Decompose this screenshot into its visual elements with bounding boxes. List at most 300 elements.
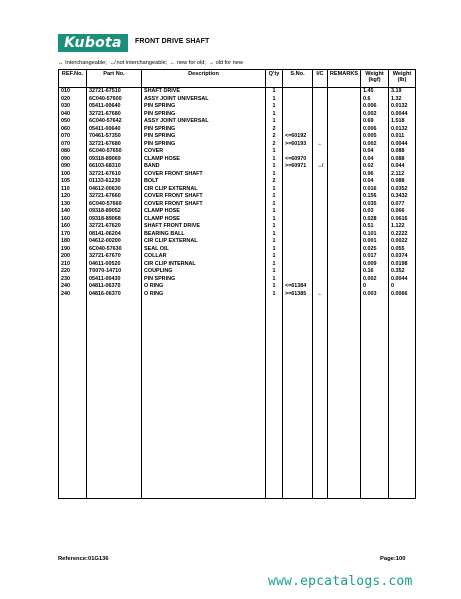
cell-remarks [328, 223, 361, 231]
table-row [59, 163, 416, 171]
col-header-qty: Q'ty [266, 70, 283, 88]
col-header-ref-no: REF.No. [59, 70, 87, 88]
cell-qty: 1 [266, 156, 283, 164]
cell-description: COVER FRONT SHAFT [142, 201, 266, 209]
cell-qty: 1 [266, 186, 283, 194]
cell-part-no: 32721-67610 [87, 171, 142, 179]
cell-serial-no [283, 253, 313, 261]
cell-ic [313, 126, 328, 134]
cell-qty: 1 [266, 111, 283, 119]
cell-empty [313, 298, 328, 499]
cell-qty: 1 [266, 163, 283, 171]
cell-ic: ← [313, 291, 328, 299]
cell-part-no: 32721-67670 [87, 253, 142, 261]
cell-weight-lb: 1.122 [389, 223, 416, 231]
cell-weight-kgf: 0.03 [361, 208, 389, 216]
page-title: FRONT DRIVE SHAFT [135, 38, 210, 45]
cell-description: PIN SPRING [142, 141, 266, 149]
cell-ref-no: 180 [59, 238, 87, 246]
cell-ref-no: 010 [59, 88, 87, 96]
cell-ic [313, 96, 328, 104]
cell-ic [313, 268, 328, 276]
cell-weight-kgf: 0.017 [361, 253, 389, 261]
legend-not-interchangeable: ↮ not interchangeable; [109, 60, 168, 66]
cell-remarks [328, 276, 361, 284]
page-number-footer: Page:100 [380, 556, 406, 562]
cell-weight-lb: 0.077 [389, 201, 416, 209]
cell-weight-lb: 0.011 [389, 133, 416, 141]
cell-remarks [328, 238, 361, 246]
cell-qty: 1 [266, 291, 283, 299]
cell-description: CIR CLIP EXTERNAL [142, 186, 266, 194]
cell-ic [313, 231, 328, 239]
cell-remarks [328, 171, 361, 179]
cell-weight-kgf: 0.016 [361, 186, 389, 194]
cell-remarks [328, 283, 361, 291]
cell-remarks [328, 133, 361, 141]
cell-description: CIR CLIP EXTERNAL [142, 238, 266, 246]
cell-remarks [328, 246, 361, 254]
cell-serial-no [283, 231, 313, 239]
cell-part-no: 32721-67680 [87, 111, 142, 119]
cell-remarks [328, 261, 361, 269]
cell-weight-kgf: 0.006 [361, 126, 389, 134]
cell-description: O RING [142, 291, 266, 299]
interchangeability-legend [58, 60, 244, 66]
cell-part-no: 05411-00640 [87, 103, 142, 111]
cell-weight-kgf: 0.035 [361, 201, 389, 209]
table-row [59, 126, 416, 134]
cell-ic [313, 246, 328, 254]
cell-serial-no [283, 126, 313, 134]
cell-weight-kgf: 0.005 [361, 133, 389, 141]
cell-ic [313, 223, 328, 231]
cell-weight-kgf: 0.6 [361, 96, 389, 104]
cell-weight-lb: 0.0044 [389, 111, 416, 119]
cell-empty [361, 298, 389, 499]
cell-description: COVER [142, 148, 266, 156]
cell-qty: 2 [266, 178, 283, 186]
cell-weight-lb: 3.19 [389, 88, 416, 96]
cell-weight-lb: 0.0044 [389, 141, 416, 149]
col-header-description: Description [142, 70, 266, 88]
cell-remarks [328, 103, 361, 111]
cell-qty: 2 [266, 141, 283, 149]
cell-part-no: 32721-67510 [87, 88, 142, 96]
cell-remarks [328, 178, 361, 186]
cell-weight-lb: 1.518 [389, 118, 416, 126]
cell-remarks [328, 216, 361, 224]
cell-part-no: 6C040-57650 [87, 148, 142, 156]
table-row [59, 193, 416, 201]
cell-remarks [328, 96, 361, 104]
cell-weight-lb: 0.066 [389, 208, 416, 216]
cell-description: PIN SPRING [142, 133, 266, 141]
cell-ic [313, 216, 328, 224]
cell-weight-kgf: 0.002 [361, 111, 389, 119]
cell-ref-no: 050 [59, 118, 87, 126]
cell-part-no: 04612-00630 [87, 186, 142, 194]
cell-part-no: 04612-00200 [87, 238, 142, 246]
cell-ic [313, 118, 328, 126]
cell-weight-kgf: 0.002 [361, 276, 389, 284]
cell-ref-no: 120 [59, 193, 87, 201]
col-header-remarks: REMARKS [328, 70, 361, 88]
cell-part-no: 32721-67660 [87, 193, 142, 201]
cell-part-no: 6C040-57660 [87, 201, 142, 209]
cell-ic [313, 88, 328, 96]
cell-empty [266, 298, 283, 499]
cell-ic [313, 238, 328, 246]
cell-description: BEARING BALL [142, 231, 266, 239]
cell-serial-no: >=60193 [283, 141, 313, 149]
cell-serial-no [283, 193, 313, 201]
table-row [59, 201, 416, 209]
cell-serial-no [283, 223, 313, 231]
cell-serial-no [283, 186, 313, 194]
cell-weight-lb: 0.0132 [389, 126, 416, 134]
cell-weight-kgf: 0.006 [361, 103, 389, 111]
cell-weight-kgf: 0.02 [361, 163, 389, 171]
cell-qty: 1 [266, 223, 283, 231]
cell-remarks [328, 88, 361, 96]
cell-qty: 1 [266, 238, 283, 246]
cell-ic [313, 253, 328, 261]
cell-description: BOLT [142, 178, 266, 186]
cell-remarks [328, 268, 361, 276]
cell-serial-no [283, 276, 313, 284]
cell-qty: 1 [266, 88, 283, 96]
cell-weight-kgf: 0.002 [361, 141, 389, 149]
cell-ic [313, 208, 328, 216]
cell-ic [313, 276, 328, 284]
table-row [59, 171, 416, 179]
cell-part-no: 04811-06370 [87, 283, 142, 291]
cell-ref-no: 170 [59, 231, 87, 239]
cell-qty: 1 [266, 246, 283, 254]
cell-ref-no: 220 [59, 268, 87, 276]
cell-ic: ← [313, 141, 328, 149]
kubota-logo: Kubota [58, 34, 128, 52]
cell-ref-no: 160 [59, 216, 87, 224]
cell-weight-lb: 0.2222 [389, 231, 416, 239]
table-row [59, 178, 416, 186]
cell-ic [313, 133, 328, 141]
cell-part-no: 01133-61230 [87, 178, 142, 186]
cell-remarks [328, 253, 361, 261]
cell-serial-no [283, 111, 313, 119]
cell-part-no: 04816-06370 [87, 291, 142, 299]
cell-weight-lb: 0.0132 [389, 103, 416, 111]
cell-weight-lb: 2.112 [389, 171, 416, 179]
cell-weight-kgf: 1.45 [361, 88, 389, 96]
table-row [59, 238, 416, 246]
cell-weight-lb: 0.044 [389, 163, 416, 171]
cell-serial-no: >=61385 [283, 291, 313, 299]
table-row [59, 283, 416, 291]
col-header-weight-lb: Weight (lb) [389, 70, 416, 88]
table-row [59, 208, 416, 216]
table-row [59, 141, 416, 149]
cell-description: SHAFT FRONT DRIVE [142, 223, 266, 231]
cell-weight-lb: 0.0022 [389, 238, 416, 246]
cell-ref-no: 080 [59, 148, 87, 156]
cell-remarks [328, 291, 361, 299]
cell-weight-lb: 0.088 [389, 156, 416, 164]
table-row [59, 246, 416, 254]
table-row [59, 103, 416, 111]
cell-weight-kgf: 0.101 [361, 231, 389, 239]
cell-ic [313, 178, 328, 186]
cell-ref-no: 040 [59, 111, 87, 119]
cell-ref-no: 130 [59, 201, 87, 209]
cell-description: BAND [142, 163, 266, 171]
cell-part-no: 70461-57350 [87, 133, 142, 141]
cell-weight-lb: 0.3432 [389, 193, 416, 201]
table-header-row [59, 70, 416, 88]
cell-ref-no: 210 [59, 261, 87, 269]
cell-weight-lb: 0.0616 [389, 216, 416, 224]
cell-weight-lb: 0.088 [389, 148, 416, 156]
cell-ref-no: 140 [59, 208, 87, 216]
cell-weight-lb: 0 [389, 283, 416, 291]
cell-qty: 1 [266, 148, 283, 156]
cell-description: SEAL OIL [142, 246, 266, 254]
cell-ref-no: 190 [59, 246, 87, 254]
cell-ref-no: 160 [59, 223, 87, 231]
cell-description: SHAFT DRIVE [142, 88, 266, 96]
cell-serial-no: <=61384 [283, 283, 313, 291]
cell-part-no: 32721-67620 [87, 223, 142, 231]
cell-ref-no: 030 [59, 103, 87, 111]
cell-part-no: 6C040-57642 [87, 118, 142, 126]
cell-serial-no [283, 118, 313, 126]
cell-qty: 1 [266, 261, 283, 269]
cell-description: PIN SPRING [142, 111, 266, 119]
table-row [59, 261, 416, 269]
cell-description: CLAMP HOSE [142, 156, 266, 164]
cell-weight-kgf: 0.16 [361, 268, 389, 276]
cell-ref-no: 110 [59, 186, 87, 194]
cell-qty: 1 [266, 268, 283, 276]
cell-description: CLAMP HOSE [142, 216, 266, 224]
cell-remarks [328, 208, 361, 216]
cell-remarks [328, 126, 361, 134]
cell-serial-no [283, 268, 313, 276]
table-row [59, 291, 416, 299]
cell-remarks [328, 148, 361, 156]
cell-remarks [328, 231, 361, 239]
cell-description: CLAMP HOSE [142, 208, 266, 216]
cell-serial-no [283, 238, 313, 246]
cell-qty: 1 [266, 193, 283, 201]
cell-serial-no [283, 246, 313, 254]
cell-serial-no [283, 148, 313, 156]
cell-description: COLLAR [142, 253, 266, 261]
cell-serial-no [283, 216, 313, 224]
cell-description: PIN SPRING [142, 103, 266, 111]
cell-weight-kgf: 0.04 [361, 178, 389, 186]
cell-weight-lb: 0.352 [389, 268, 416, 276]
parts-table [58, 69, 416, 499]
cell-serial-no: >=60971 [283, 163, 313, 171]
cell-weight-lb: 1.32 [389, 96, 416, 104]
cell-part-no: 05411-00430 [87, 276, 142, 284]
cell-ic [313, 193, 328, 201]
table-row [59, 268, 416, 276]
cell-qty: 1 [266, 276, 283, 284]
cell-ref-no: 020 [59, 96, 87, 104]
cell-ref-no: 105 [59, 178, 87, 186]
table-row [59, 223, 416, 231]
table-row [59, 216, 416, 224]
cell-weight-lb: 0.088 [389, 178, 416, 186]
cell-remarks [328, 141, 361, 149]
cell-weight-lb: 0.0066 [389, 291, 416, 299]
cell-ic [313, 111, 328, 119]
cell-qty: 1 [266, 253, 283, 261]
col-header-part-no: Part No. [87, 70, 142, 88]
cell-qty: 1 [266, 171, 283, 179]
cell-remarks [328, 193, 361, 201]
cell-weight-kgf: 0.51 [361, 223, 389, 231]
cell-empty [283, 298, 313, 499]
table-filler-row [59, 298, 416, 499]
cell-qty: 1 [266, 118, 283, 126]
cell-weight-kgf: 0.96 [361, 171, 389, 179]
cell-part-no: 09318-89068 [87, 216, 142, 224]
cell-ic [313, 261, 328, 269]
cell-ic [313, 186, 328, 194]
cell-empty [328, 298, 361, 499]
cell-weight-kgf: 0.025 [361, 246, 389, 254]
cell-part-no: 08141-06204 [87, 231, 142, 239]
cell-serial-no [283, 261, 313, 269]
cell-part-no: T0070-14710 [87, 268, 142, 276]
cell-description: O RING [142, 283, 266, 291]
cell-description: PIN SPRING [142, 276, 266, 284]
cell-ic: ↮ [313, 163, 328, 171]
cell-part-no: 04611-00520 [87, 261, 142, 269]
legend-new-for-old: ← new for old; [169, 60, 206, 66]
legend-interchangeable: ↔ Interchangeable; [58, 60, 107, 66]
cell-ref-no: 200 [59, 253, 87, 261]
cell-empty [59, 298, 87, 499]
cell-description: CIR CLIP INTERNAL [142, 261, 266, 269]
cell-weight-kgf: 0 [361, 283, 389, 291]
table-row [59, 88, 416, 96]
cell-description: COUPLING [142, 268, 266, 276]
cell-weight-kgf: 0.69 [361, 118, 389, 126]
cell-part-no: 6C040-57600 [87, 96, 142, 104]
cell-weight-kgf: 0.009 [361, 261, 389, 269]
cell-weight-kgf: 0.04 [361, 156, 389, 164]
cell-ref-no: 240 [59, 283, 87, 291]
col-header-ic: I/C [313, 70, 328, 88]
cell-part-no: 32721-67680 [87, 141, 142, 149]
cell-remarks [328, 163, 361, 171]
cell-ref-no: 090 [59, 156, 87, 164]
cell-part-no: 66103-68310 [87, 163, 142, 171]
cell-serial-no [283, 178, 313, 186]
table-row [59, 156, 416, 164]
cell-remarks [328, 111, 361, 119]
cell-qty: 1 [266, 201, 283, 209]
cell-ref-no: 230 [59, 276, 87, 284]
cell-remarks [328, 201, 361, 209]
cell-weight-kgf: 0.156 [361, 193, 389, 201]
cell-description: PIN SPRING [142, 126, 266, 134]
cell-ref-no: 100 [59, 171, 87, 179]
cell-serial-no [283, 171, 313, 179]
cell-ic [313, 201, 328, 209]
cell-serial-no [283, 103, 313, 111]
cell-weight-lb: 0.0044 [389, 276, 416, 284]
table-row [59, 231, 416, 239]
cell-weight-lb: 0.055 [389, 246, 416, 254]
col-header-weight-kgf: Weight (kgf) [361, 70, 389, 88]
table-row [59, 186, 416, 194]
cell-serial-no [283, 96, 313, 104]
cell-serial-no: <=60192 [283, 133, 313, 141]
cell-ref-no: 240 [59, 291, 87, 299]
table-row [59, 253, 416, 261]
table-row [59, 276, 416, 284]
cell-description: ASSY JOINT UNIVERSAL [142, 118, 266, 126]
cell-ref-no: 070 [59, 133, 87, 141]
cell-qty: 2 [266, 126, 283, 134]
cell-weight-kgf: 0.028 [361, 216, 389, 224]
cell-weight-lb: 0.0374 [389, 253, 416, 261]
cell-remarks [328, 186, 361, 194]
cell-weight-kgf: 0.003 [361, 291, 389, 299]
cell-empty [87, 298, 142, 499]
cell-qty: 1 [266, 283, 283, 291]
legend-old-for-new: → old for new [208, 60, 243, 66]
table-row [59, 148, 416, 156]
cell-qty: 1 [266, 96, 283, 104]
cell-description: COVER FRONT SHAFT [142, 171, 266, 179]
cell-part-no: 09318-89052 [87, 208, 142, 216]
cell-ic [313, 103, 328, 111]
cell-ref-no: 060 [59, 126, 87, 134]
parts-table-body [59, 88, 416, 499]
cell-weight-kgf: 0.04 [361, 148, 389, 156]
watermark: www.epcatalogs.com [268, 574, 413, 589]
cell-qty: 1 [266, 103, 283, 111]
cell-remarks [328, 156, 361, 164]
table-row [59, 111, 416, 119]
cell-ic [313, 156, 328, 164]
cell-part-no: 05411-00640 [87, 126, 142, 134]
cell-qty: 1 [266, 231, 283, 239]
cell-ic [313, 283, 328, 291]
cell-description: COVER FRONT SHAFT [142, 193, 266, 201]
cell-weight-kgf: 0.001 [361, 238, 389, 246]
cell-serial-no [283, 208, 313, 216]
table-row [59, 133, 416, 141]
cell-ref-no: 070 [59, 141, 87, 149]
cell-qty: 1 [266, 208, 283, 216]
cell-empty [389, 298, 416, 499]
table-row [59, 118, 416, 126]
cell-serial-no [283, 201, 313, 209]
cell-serial-no: <=60970 [283, 156, 313, 164]
cell-part-no: 6C040-57630 [87, 246, 142, 254]
cell-empty [142, 298, 266, 499]
cell-ic [313, 171, 328, 179]
cell-ic [313, 148, 328, 156]
